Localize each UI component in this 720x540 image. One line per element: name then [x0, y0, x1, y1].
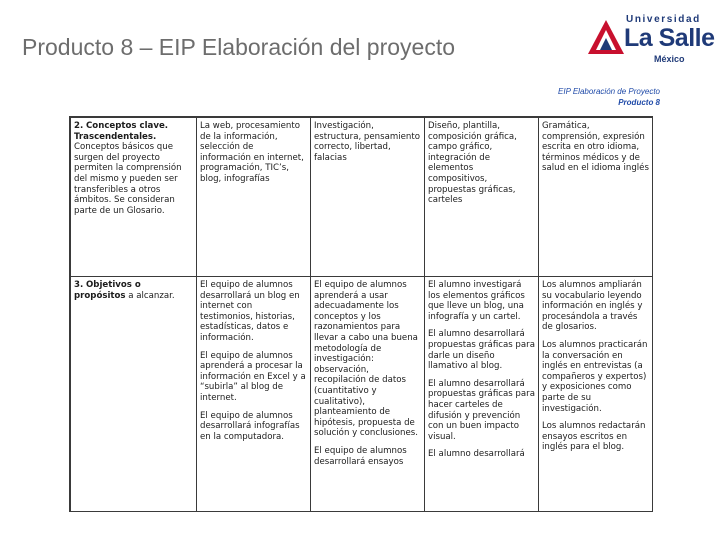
cell-text: Los alumnos practicarán la conversación en inglés en entrevistas (a compañeros y expertos) y exposiciones como parte de su investigación.: [542, 339, 648, 414]
table-cell: [539, 277, 653, 513]
cell-text: El equipo de alumnos desarrollará ensayos: [314, 445, 407, 467]
project-table-grid: [70, 117, 653, 512]
cell-text: El equipo de alumnos desarrollará infografías en la computadora.: [200, 410, 300, 442]
cell-text: Los alumnos ampliarán su vocabulario leyendo información en inglés y procesándola a través de glosarios.: [542, 280, 643, 333]
document-header-line2: Producto 8: [618, 98, 660, 107]
cell-text: Gramática, comprensión, expresión escrita en otro idioma, términos médicos y de salud en el idioma inglés: [542, 121, 649, 174]
document-header: [470, 86, 660, 108]
table-cell: [311, 277, 425, 513]
row-number: 3.: [74, 280, 84, 290]
cell-text: El alumno desarrollará propuestas gráficas para darle un diseño llamativo al blog.: [428, 329, 535, 372]
cell-text: El equipo de alumnos aprenderá a usar adecuadamente los conceptos y los razonamientos para llevar a cabo una buena metodología de investigación: observación, recopilación de datos (cuantitativo y cualitativo), planteamiento de hipótesis, propuesta de solución y conclusiones.: [314, 280, 418, 439]
cell-text: El alumno investigará los elementos gráficos que lleve un blog, una infografía y un cartel.: [428, 280, 525, 322]
slide-title: Producto 8 – EIP Elaboración del proyecto: [22, 34, 456, 60]
logo-university-text: Universidad: [626, 14, 701, 25]
cell-text: El equipo de alumnos desarrollará un blog en internet con testimonios, historias, estadísticas, datos e información.: [200, 280, 300, 343]
cell-text: Investigación, estructura, pensamiento correcto, libertad, falacias: [314, 121, 420, 163]
cell-text: El alumno desarrollará propuestas gráficas para hacer carteles de difusión y prevención con un buen impacto visual.: [428, 378, 535, 442]
table-cell: [197, 118, 311, 277]
cell-text: Diseño, plantilla, composición gráfica, campo gráfico, integración de elementos compositivos, propuestas gráficas, carteles: [428, 121, 517, 206]
logo-name-text: La Salle: [624, 24, 715, 52]
table-cell: [425, 118, 539, 277]
cell-text: El equipo de alumnos aprenderá a procesar la información en Excel y a “subirla” al blog de internet.: [200, 350, 306, 403]
table-cell: [311, 118, 425, 277]
table-cell: [539, 118, 653, 277]
table-cell: [197, 277, 311, 513]
la-salle-logo: [586, 12, 715, 70]
row-title: Conceptos clave. Trascendentales.: [74, 121, 169, 142]
table-cell: [425, 277, 539, 513]
cell-text: Los alumnos redactarán ensayos escritos en inglés para el blog.: [542, 421, 646, 453]
table-row: [71, 118, 653, 277]
la-salle-emblem-icon: [586, 18, 626, 62]
cell-text: El alumno desarrollará: [428, 449, 525, 460]
row-header-cell: [71, 118, 197, 277]
row-description: Conceptos básicos que surgen del proyecto permiten la comprensión del mismo y pueden ser transferibles a otros ámbitos. Se consideran parte de un Glosario.: [74, 142, 182, 216]
row-number: 2.: [74, 121, 84, 131]
cell-text: La web, procesamiento de la información, selección de información en internet, programación, TIC’s, blog, infografías: [200, 121, 304, 184]
row-title: Objetivos o propósitos: [74, 280, 141, 301]
row-header-cell: [71, 277, 197, 513]
project-table: [69, 116, 653, 512]
table-row: [71, 277, 653, 513]
row-description: a alcanzar.: [128, 290, 175, 301]
logo-country-text: México: [654, 54, 685, 64]
document-header-line1: EIP Elaboración de Proyecto: [558, 87, 660, 96]
